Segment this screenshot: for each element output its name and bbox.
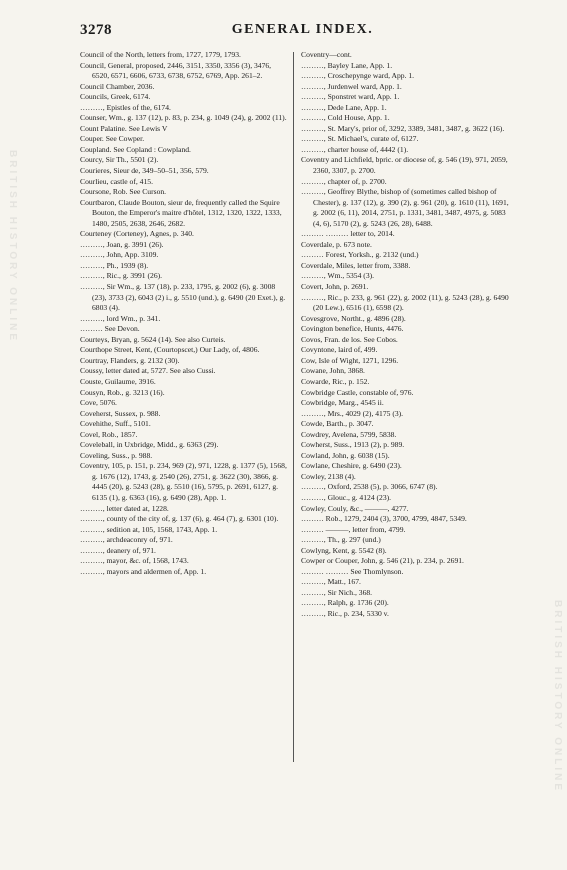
index-entry: Coventry and Lichfield, bpric. or diocese of, g. 546 (19), 971, 2059, 2360, 3307, p. 2700. <box>301 155 508 176</box>
index-entry: ………, charter house of, 4442 (1). <box>301 144 409 154</box>
index-entry: ………, Sir Wm., g. 137 (18), p. 233, 1795, g. 2002 (6), g. 3008 (23), 3733 (2), 6043 (2) i., g. 5510 (und.), g. 6490 (20 Exet.), g. 6803 (4). <box>80 282 286 313</box>
index-entry: Cowbridge, Marg., 4545 ii. <box>301 398 384 408</box>
index-entry: Covington benefice, Hunts, 4476. <box>301 324 404 334</box>
index-entry: ………, Ph., 1939 (8). <box>80 260 149 270</box>
index-entry: Cowley, 2138 (4). <box>301 471 356 481</box>
index-entry: Courthope Street, Kent, (Courtopscet,) Our Lady, of, 4806. <box>80 345 260 355</box>
index-entry: Cowbridge Castle, constable of, 976. <box>301 387 414 397</box>
index-entry: Coveling, Suss., p. 988. <box>80 450 153 460</box>
index-entry: Covyntone, laird of, 499. <box>301 345 378 355</box>
index-column-right <box>301 50 511 620</box>
index-entry: Cowper or Couper, John, g. 546 (21), p. 234, p. 2691. <box>301 556 464 566</box>
index-entry: Courtbaron, Claude Bouton, sieur de, frequently called the Squire Bouton, the Emperor's maitre d'hôtel, 1312, 1320, 1322, 1333, 1480, 2505, 2638, 2646, 2682. <box>80 197 282 228</box>
index-entry: ………, Oxford, 2538 (5), p. 3066, 6747 (8). <box>301 482 438 492</box>
index-entry: ………, Cold House, App. 1. <box>301 113 390 123</box>
running-title: GENERAL INDEX. <box>231 22 374 37</box>
index-entry: ………, county of the city of, g. 137 (6), g. 464 (7), g. 6301 (10). <box>80 514 279 524</box>
index-entry: Cousyn, Rob., g. 3213 (16). <box>80 387 165 397</box>
index-entry: Cow, Isle of Wight, 1271, 1296. <box>301 355 399 365</box>
index-entry: ………, John, App. 3109. <box>80 250 159 260</box>
watermark-right: BRITISH HISTORY ONLINE <box>552 600 563 794</box>
index-entry: ………, mayor, &c. of, 1568, 1743. <box>80 556 189 566</box>
index-entry: Coventry, 105, p. 151, p. 234, 969 (2), 971, 1228, g. 1377 (5), 1568, g. 1676 (12), 1743, g. 2540 (26), 2751, g. 3622 (30), 3866, g. 4445 (20), g. 5243 (28), g. 5510 (16), 5795, p. 2691, 6127, g. 6135 (1), g. 6363 (16), g. 6490 (28), App. 1. <box>80 461 287 502</box>
index-entry: Courteys, Bryan, g. 5624 (14). See also Curteis. <box>80 334 226 344</box>
index-entry: Cowane, John, 3868. <box>301 366 365 376</box>
index-entry: ……… ……… letter to, 2014. <box>301 229 395 239</box>
index-entry: Coussy, letter dated at, 5727. See also Cussi. <box>80 366 216 376</box>
index-entry: Coursone, Rob. See Curson. <box>80 187 167 197</box>
index-entry: ………, sedition at, 105, 1568, 1743, App. 1. <box>80 524 218 534</box>
index-entry: ………, Joan, g. 3991 (26). <box>80 239 164 249</box>
index-entry: Covel, Rob., 1857. <box>80 429 138 439</box>
index-entry: ………, Ralph, g. 1736 (20). <box>301 598 389 608</box>
column-divider <box>293 52 294 762</box>
index-entry: ………, Sponstret ward, App. 1. <box>301 92 400 102</box>
index-entry: Courlieu, castle of, 415. <box>80 176 153 186</box>
index-entry: Cowlyng, Kent, g. 5542 (8). <box>301 545 387 555</box>
index-entry: ………, Croschepynge ward, App. 1. <box>301 71 415 81</box>
index-entry: Cowlane, Cheshire, g. 6490 (23). <box>301 461 402 471</box>
index-column-left <box>80 50 290 577</box>
index-entry: ………, lord Wm., p. 341. <box>80 313 161 323</box>
index-entry: Cowherst, Suss., 1913 (2), p. 989. <box>301 440 405 450</box>
index-entry: ………, Epistles of the, 6174. <box>80 102 171 112</box>
index-entry: Covesgrove, Northt., g. 4896 (28). <box>301 313 406 323</box>
index-entry: Coverdale, p. 673 note. <box>301 239 372 249</box>
index-entry: ………, Geoffrey Blythe, bishop of (sometimes called bishop of Chester), g. 137 (12), g. 390 (2), g. 961 (20), g. 1610 (11), 1691, g. 2002 (6, 11), 2014, 2751, p. 1331, 3481, 3487, 4975, g. 5083 (4, 6), 5170 (2), g. 5243 (26, 28), 6488. <box>301 187 509 228</box>
index-entry: Councils, Greek, 6174. <box>80 92 151 102</box>
index-entry: ………, Ric., p. 234, 5330 v. <box>301 608 389 618</box>
index-entry: Coupland. See Copland : Cowpland. <box>80 144 191 154</box>
index-entry: ……… ……… See Thomlynson. <box>301 566 404 576</box>
index-entry: ………, St. Mary's, prior of, 3292, 3389, 3481, 3487, g. 3622 (16). <box>301 123 505 133</box>
index-entry: ………, Wm., 5354 (3). <box>301 271 375 281</box>
index-entry: Coventry—cont. <box>301 50 352 59</box>
index-entry: Cove, 5076. <box>80 398 117 408</box>
index-entry: Coveleball, in Uxbridge, Midd., g. 6363 (29). <box>80 440 219 450</box>
index-entry: Cowley, Couly, &c., ———, 4277. <box>301 503 409 513</box>
index-entry: ………, St. Michael's, curate of, 6127. <box>301 134 419 144</box>
index-entry: ………, Glouc., g. 4124 (23). <box>301 492 392 502</box>
index-entry: ………, Ric., g. 3991 (26). <box>80 271 163 281</box>
index-entry: Council Chamber, 2036. <box>80 81 155 91</box>
index-entry: ………, chapter of, p. 2700. <box>301 176 387 186</box>
watermark-left: BRITISH HISTORY ONLINE <box>7 150 18 344</box>
index-entry: ………, Th., g. 297 (und.) <box>301 535 381 545</box>
index-entry: ………, Ric., p. 233, g. 961 (22), g. 2002 (11), g. 5243 (28), g. 6490 (20 Lew.), 6516 (1), 6598 (2). <box>301 292 509 313</box>
index-entry: Courcy, Sir Th., 5501 (2). <box>80 155 159 165</box>
index-entry: ………, Dede Lane, App. 1. <box>301 102 387 112</box>
index-entry: ……… Forest, Yorksh., g. 2132 (und.) <box>301 250 419 260</box>
index-entry: ………, deanery of, 971. <box>80 545 156 555</box>
index-entry: ………, Jurdenwel ward, App. 1. <box>301 81 402 91</box>
index-entry: Cowland, John, g. 6038 (15). <box>301 450 390 460</box>
index-entry: Covos, Fran. de los. See Cobos. <box>301 334 398 344</box>
index-entry: Coverdale, Miles, letter from, 3388. <box>301 260 411 270</box>
index-entry: Council of the North, letters from, 1727, 1779, 1793. <box>80 50 241 59</box>
index-entry: Coveherst, Sussex, p. 988. <box>80 408 161 418</box>
index-entry: ………, Bayley Lane, App. 1. <box>301 60 393 70</box>
index-entry: Cowarde, Ric., p. 152. <box>301 376 370 386</box>
index-entry: Couste, Guilaume, 3916. <box>80 376 156 386</box>
index-entry: ……… See Devon. <box>80 324 140 334</box>
index-entry: Courieres, Sieur de, 349–50–51, 356, 579. <box>80 166 209 176</box>
index-entry: ……… ———, letter from, 4799. <box>301 524 406 534</box>
index-entry: Counser, Wm., g. 137 (12), p. 83, p. 234, g. 1049 (24), g. 2002 (11). <box>80 113 287 123</box>
page-number: 3278 <box>80 22 112 38</box>
page-header <box>80 22 525 44</box>
index-entry: Council, General, proposed, 2446, 3151, 3350, 3356 (3), 3476, 6520, 6571, 6606, 6733, 6738, 6752, 6769, App. 261–2. <box>80 60 272 81</box>
index-entry: Cowde, Barth., p. 3047. <box>301 419 374 429</box>
index-entry: Courteney (Corteney), Agnes, p. 340. <box>80 229 194 239</box>
index-entry: Count Palatine. See Lewis V <box>80 123 168 133</box>
index-entry: ………, Sir Nich., 368. <box>301 587 373 597</box>
index-entry: Cowdrey, Avelena, 5799, 5838. <box>301 429 397 439</box>
index-entry: Covehithe, Suff., 5101. <box>80 419 151 429</box>
index-entry: ………, Mrs., 4029 (2), 4175 (3). <box>301 408 404 418</box>
index-entry: ……… Rob., 1279, 2404 (3), 3700, 4799, 4847, 5349. <box>301 514 467 524</box>
index-entry: Courtray, Flanders, g. 2132 (30). <box>80 355 180 365</box>
index-entry: ………, archdeaconry of, 971. <box>80 535 173 545</box>
index-entry: Couper. See Cowper. <box>80 134 145 144</box>
index-entry: ………, letter dated at, 1228. <box>80 503 169 513</box>
index-entry: Covert, John, p. 2691. <box>301 282 369 292</box>
index-entry: ………, mayors and aldermen of, App. 1. <box>80 566 207 576</box>
index-entry: ………, Matt., 167. <box>301 577 361 587</box>
